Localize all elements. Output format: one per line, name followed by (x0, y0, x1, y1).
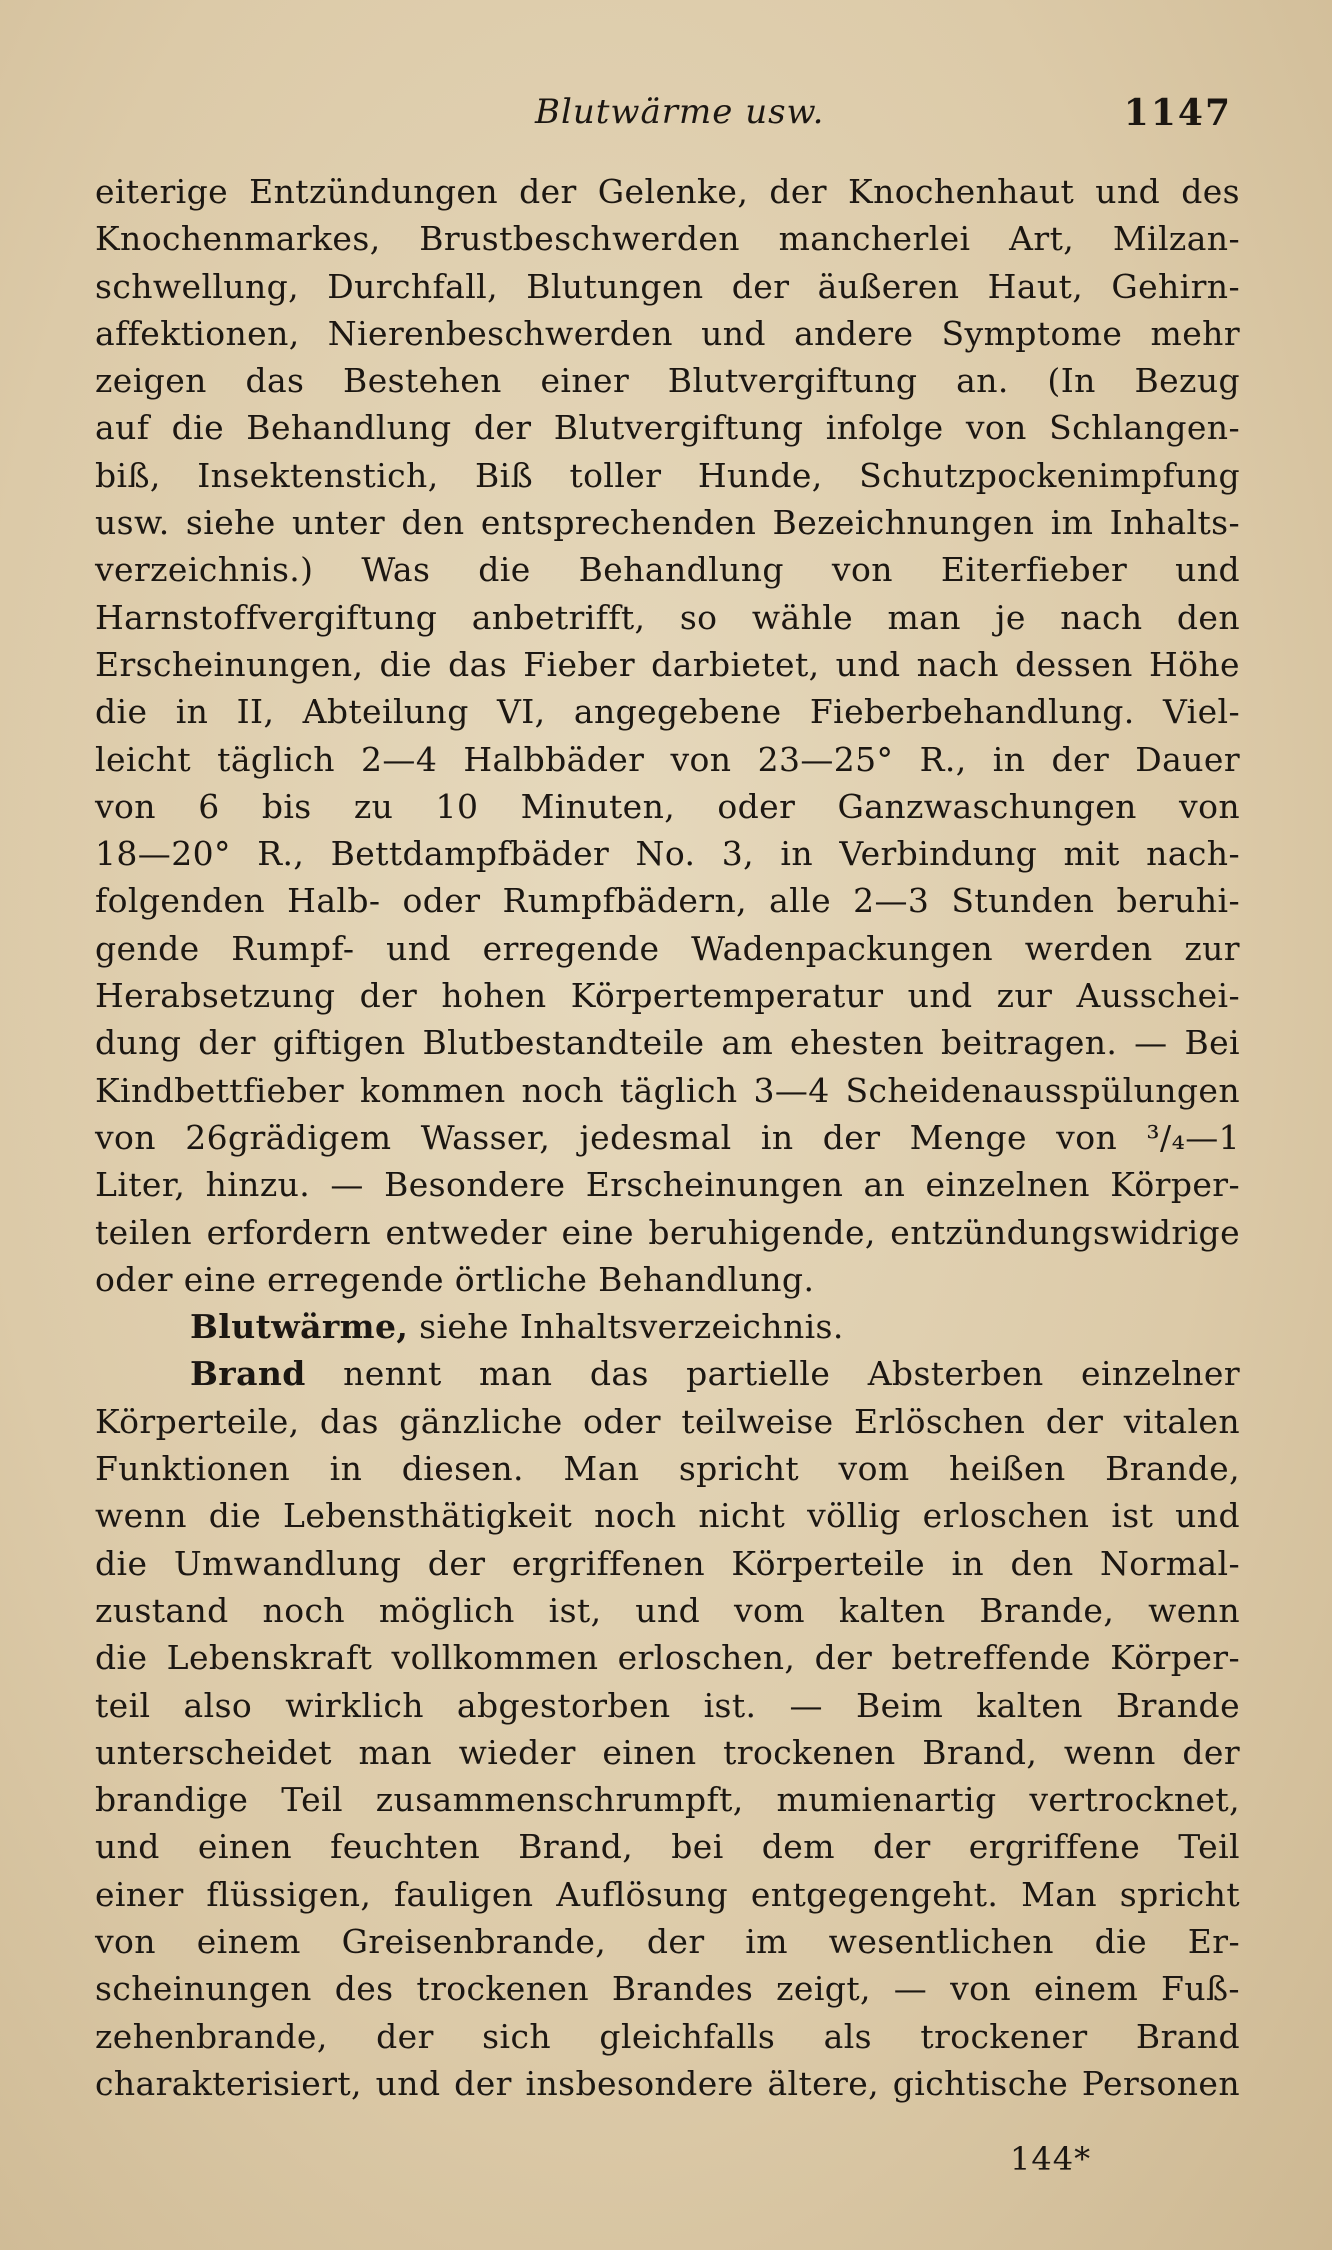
text-line: einer flüssigen, fauligen Auflösung entgegengeht. Man spricht (95, 1874, 1240, 1914)
text-line: 18—20° R., Bettdampfbäder No. 3, in Verbindung mit nach- (95, 834, 1240, 874)
text-line: teil also wirklich abgestorben ist. — Beim kalten Brande (95, 1685, 1240, 1725)
signature-mark: 144* (1010, 2140, 1092, 2178)
text-line: wenn die Lebensthätigkeit noch nicht völlig erloschen ist und (95, 1496, 1240, 1536)
text-line: brandige Teil zusammenschrumpft, mumienartig vertrocknet, (95, 1780, 1240, 1820)
page-header (95, 92, 1232, 142)
entry-blutwaerme (95, 1303, 1240, 1350)
entry-term: Brand (190, 1354, 306, 1394)
text-line: Kindbettfieber kommen noch täglich 3—4 Scheidenausspülungen (95, 1070, 1240, 1110)
text-line: folgenden Halb- oder Rumpfbädern, alle 2—3 Stunden beruhi- (95, 881, 1240, 921)
text-line: charakterisiert, und der insbesondere ältere, gichtische Personen (95, 2063, 1240, 2103)
text-line: die Umwandlung der ergriffenen Körperteile in den Normal- (95, 1543, 1240, 1583)
text-line: biß, Insektenstich, Biß toller Hunde, Schutzpockenimpfung (95, 455, 1240, 495)
text-line: zustand noch möglich ist, und vom kalten Brande, wenn (95, 1590, 1240, 1630)
text-line: Funktionen in diesen. Man spricht vom heißen Brande, (95, 1449, 1240, 1489)
text-line: von einem Greisenbrande, der im wesentlichen die Er- (95, 1921, 1240, 1961)
text-line: oder eine erregende örtliche Behandlung. (95, 1259, 815, 1299)
text-line: zehenbrande, der sich gleichfalls als trockener Brand (95, 2016, 1240, 2056)
text-line: scheinungen des trockenen Brandes zeigt, — von einem Fuß- (95, 1969, 1240, 2009)
text-line: von 26grädigem Wasser, jedesmal in der Menge von ³/₄—1 (95, 1117, 1240, 1157)
text-line: Erscheinungen, die das Fieber darbietet, und nach dessen Höhe (95, 644, 1240, 684)
running-head: Blutwärme usw. (535, 92, 825, 132)
text-line: dung der giftigen Blutbestandteile am ehesten beitragen. — Bei (95, 1023, 1240, 1063)
text-line: Harnstoffvergiftung anbetrifft, so wähle man je nach den (95, 597, 1240, 637)
entry-term: Blutwärme, (190, 1307, 409, 1347)
text-line (95, 1350, 1240, 1397)
text-line: usw. siehe unter den entsprechenden Bezeichnungen im Inhalts- (95, 503, 1240, 543)
text-line: Körperteile, das gänzliche oder teilweise Erlöschen der vitalen (95, 1401, 1240, 1441)
text-line: affektionen, Nierenbeschwerden und andere Symptome mehr (95, 313, 1240, 353)
page-number: 1147 (1123, 92, 1232, 134)
text-line: teilen erfordern entweder eine beruhigende, entzündungswidrige (95, 1212, 1240, 1252)
text-line: die Lebenskraft vollkommen erloschen, der betreffende Körper- (95, 1638, 1240, 1678)
text-line: schwellung, Durchfall, Blutungen der äußeren Haut, Gehirn- (95, 266, 1240, 306)
entry-text: nennt man das partielle Absterben einzelner (305, 1354, 1240, 1394)
text-line: Herabsetzung der hohen Körpertemperatur und zur Ausschei- (95, 976, 1240, 1016)
text-line: von 6 bis zu 10 Minuten, oder Ganzwaschungen von (95, 786, 1240, 826)
text-line: zeigen das Bestehen einer Blutvergiftung an. (In Bezug (95, 361, 1240, 401)
text-line: verzeichnis.) Was die Behandlung von Eiterfieber und (95, 550, 1240, 590)
text-line: Liter, hinzu. — Besondere Erscheinungen an einzelnen Körper- (95, 1165, 1240, 1205)
text-line: Knochenmarkes, Brustbeschwerden mancherlei Art, Milzan- (95, 219, 1240, 259)
text-line: unterscheidet man wieder einen trockenen Brand, wenn der (95, 1732, 1240, 1772)
text-line: gende Rumpf- und erregende Wadenpackungen werden zur (95, 928, 1240, 968)
text-line: auf die Behandlung der Blutvergiftung infolge von Schlangen- (95, 408, 1240, 448)
text-line: eiterige Entzündungen der Gelenke, der Knochenhaut und des (95, 172, 1240, 211)
text-line: leicht täglich 2—4 Halbbäder von 23—25° R., in der Dauer (95, 739, 1240, 779)
page-body (95, 168, 1240, 2107)
text-line: und einen feuchten Brand, bei dem der ergriffene Teil (95, 1827, 1240, 1867)
entry-brand (95, 1350, 1240, 2107)
text-line: die in II, Abteilung VI, angegebene Fieberbehandlung. Viel- (95, 692, 1240, 732)
paragraph-blutvergiftung (95, 168, 1240, 1303)
entry-text: siehe Inhaltsverzeichnis. (408, 1307, 844, 1347)
